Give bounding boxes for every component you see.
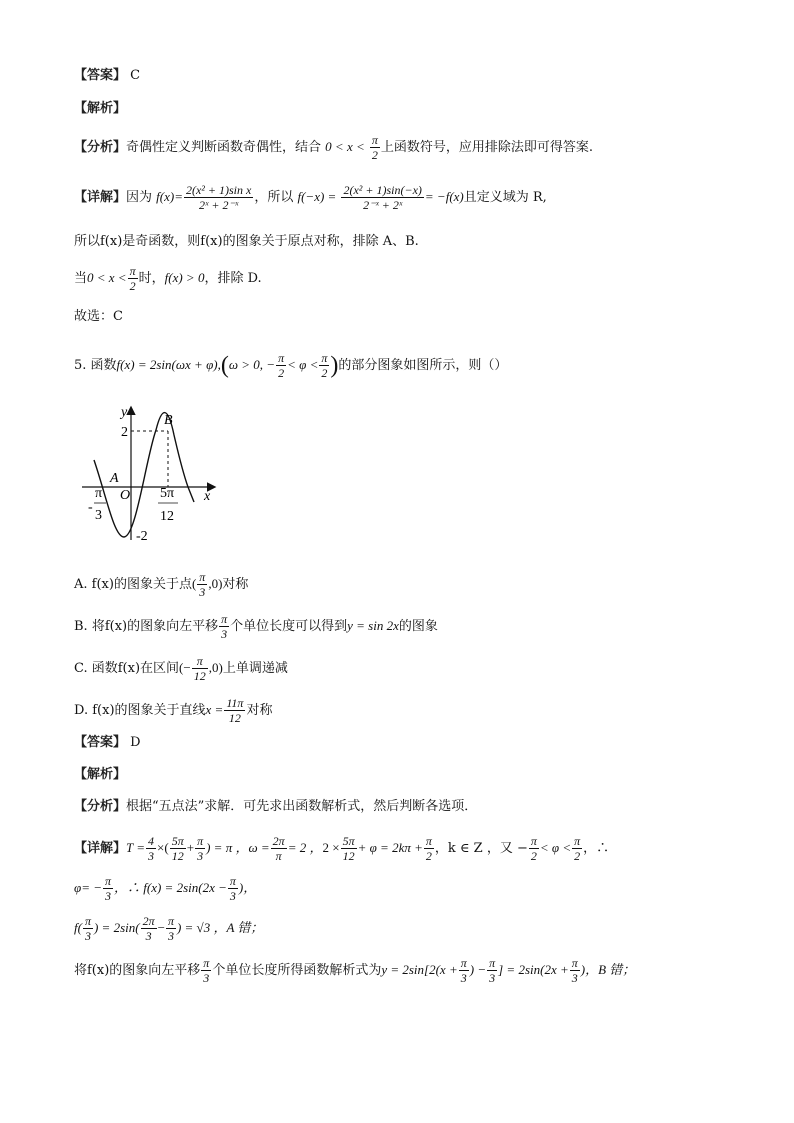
d1-frac8 (572, 834, 582, 863)
frac-den: 2 (278, 366, 285, 380)
label-O: O (120, 488, 131, 503)
frac-num: 2(x² + 1)sin x (185, 183, 252, 197)
d2-c: )， (238, 880, 257, 895)
detail-fx: f(x)= (156, 189, 183, 204)
q5-detail-line3 (74, 914, 263, 943)
opt-b-tail: 的图象 (398, 619, 438, 634)
frac-den: 2 (371, 148, 378, 162)
frac-num: 4 (148, 834, 155, 848)
line3-ineq: 0 < x < (87, 270, 127, 285)
frac-num: π (105, 874, 112, 888)
d3-b: ) = 2sin( (93, 920, 140, 935)
option-d (74, 696, 272, 725)
opt-c-tail: 上单调递减 (222, 661, 288, 676)
d1-T: T = (126, 840, 146, 855)
frac-num: π (425, 834, 432, 848)
opt-d-tail: 对称 (246, 703, 273, 718)
opt-a-frac (197, 570, 207, 599)
frac-den: 3 (145, 929, 152, 943)
detail-c: 且定义域为 R, (463, 190, 547, 205)
frac-num: π (197, 834, 204, 848)
opt-a-paren: ( (191, 576, 197, 591)
opt-b-mid: 个单位长度可以得到 (230, 619, 348, 634)
q5-detail-line2 (74, 874, 256, 903)
frac-num: π (460, 956, 467, 970)
paren-left: ( (220, 352, 229, 379)
label-2: 2 (121, 425, 128, 440)
label-pos-num: 5π (160, 486, 175, 501)
frac-num: π (84, 914, 91, 928)
line3-a: 当 (74, 271, 88, 286)
q4-fenxi-line (74, 133, 593, 162)
option-a (74, 570, 248, 599)
xiangjie-tag: 【详解】 (74, 841, 127, 856)
detail-a: 因为 (126, 190, 153, 205)
frac-num: π (192, 654, 208, 669)
d1-frac5 (341, 834, 357, 863)
answer-tag: 【答案】 (74, 68, 127, 83)
line3-b: 时， (138, 271, 165, 286)
d4-d: ) − (469, 962, 487, 977)
option-b (74, 612, 438, 641)
frac-num: π (229, 874, 236, 888)
answer-value: C (130, 68, 141, 83)
label-A: A (110, 471, 119, 486)
fenxi-text: 根据“五点法”求解．可先求出函数解析式，然后判断各选项． (126, 799, 478, 814)
q4-detail-line (74, 183, 547, 212)
d3-minus: − (157, 920, 165, 935)
opt-c-frac (192, 654, 208, 683)
d3-frac1 (83, 914, 93, 943)
d1-frac6 (424, 834, 434, 863)
d3-f: f( (74, 920, 82, 935)
line3-c: f(x) > 0 (164, 270, 205, 285)
stem-frac-2 (319, 351, 329, 380)
frac-num: π (167, 914, 174, 928)
fenxi-text-a: 奇偶性定义判断函数奇偶性，结合 (126, 140, 322, 155)
fenxi-text-b: 上函数符号，应用排除法即可得答案. (380, 140, 594, 155)
frac-den: 2 (129, 279, 136, 293)
frac-num: π (129, 264, 136, 278)
detail-frac-1 (184, 183, 253, 212)
opt-b-func: y = sin 2x (347, 618, 399, 633)
opt-a-text: A. f(x)的图象关于点 (74, 577, 192, 592)
frac-den: 2⁻ˣ + 2ˣ (363, 198, 403, 212)
d4-frac1 (201, 956, 211, 985)
frac-num: π (530, 834, 537, 848)
stem-func: f(x) = 2sin(ωx + φ), (116, 357, 221, 372)
d3-c: ) = √3 ，A 错； (176, 920, 264, 935)
detail-frac-2 (341, 183, 423, 212)
opt-c-end: ,0) (208, 660, 223, 675)
analysis-tag: 【解析】 (74, 767, 127, 782)
frac-den: 3 (229, 889, 236, 903)
label-neg-sign: - (88, 500, 93, 515)
frac-den: 3 (571, 971, 578, 985)
frac-num: π (199, 570, 206, 584)
d1-frac1 (146, 834, 156, 863)
d3-frac3 (166, 914, 176, 943)
d2-phi: φ= − (74, 880, 102, 895)
frac-num: π (221, 612, 228, 626)
q4-line3 (74, 264, 262, 293)
frac-den: 3 (221, 627, 228, 641)
label-neg-num: π (95, 486, 103, 501)
d1-therefore: ，∴ (583, 841, 610, 856)
line3-frac (128, 264, 138, 293)
d1-frac3 (195, 834, 205, 863)
frac-num: π (574, 834, 581, 848)
option-c (74, 654, 288, 683)
d1-omega: ω = (248, 840, 270, 855)
frac-num: π (489, 956, 496, 970)
frac-den: 3 (167, 929, 174, 943)
opt-c-paren: (− (179, 660, 191, 675)
opt-d-text: D. f(x)的图象关于直线 (74, 703, 206, 718)
frac-den: 12 (193, 669, 206, 683)
analysis-tag: 【解析】 (74, 101, 127, 116)
frac-den: 2 (574, 849, 581, 863)
frac-den: 3 (199, 585, 206, 599)
opt-a-tail: 对称 (222, 577, 249, 592)
fenxi-inequality: 0 < x < (325, 139, 365, 154)
d4-f: )，B 错； (580, 962, 636, 977)
q5-detail-line4 (74, 956, 635, 985)
line3-d: ，排除 D. (204, 271, 262, 286)
xiangjie-tag: 【详解】 (74, 190, 127, 205)
d4-frac2 (459, 956, 469, 985)
frac-den: 3 (148, 849, 155, 863)
label-neg-den: 3 (95, 508, 102, 523)
answer-tag: 【答案】 (74, 735, 127, 750)
d4-c: y = 2sin[2(x + (381, 962, 458, 977)
d1-eqpi: ) = π ， (206, 840, 249, 855)
frac-den: 3 (105, 889, 111, 903)
frac-num: 5π (342, 834, 355, 848)
frac-den: π (275, 849, 282, 863)
stem-b: 的部分图象如图所示，则（） (338, 358, 508, 373)
frac-den: 2ˣ + 2⁻ˣ (199, 198, 239, 212)
q4-choice: 故选：C (74, 309, 123, 324)
d4-e: ] = 2sin(2x + (498, 962, 569, 977)
d1-kz: ，k ∈ Z ，又 − (434, 841, 528, 856)
frac-den: 3 (489, 971, 496, 985)
frac-num: 2π (272, 834, 285, 848)
detail-eq: = −f(x) (424, 189, 464, 204)
detail-fmx: f(−x) = (297, 189, 337, 204)
frac-num: π (203, 956, 210, 970)
opt-b-text: B. 将f(x)的图象向左平移 (74, 619, 219, 634)
frac-den: 3 (84, 929, 91, 943)
fenxi-tag: 【分析】 (74, 140, 127, 155)
q4-analysis-heading (74, 99, 126, 119)
q4-line2: 所以f(x)是奇函数，则f(x)的图象关于原点对称，排除 A、B. (74, 234, 419, 249)
sine-graph (74, 400, 224, 550)
d1-phi: + φ = 2kπ + (357, 840, 423, 855)
d1-x: ×( (157, 840, 169, 855)
stem-a: 5. 函数 (74, 358, 117, 373)
frac-num: 11π (226, 696, 244, 710)
frac-num: π (571, 956, 578, 970)
frac-den: 12 (171, 849, 184, 863)
frac-num: 2(x² + 1)sin(−x) (343, 183, 422, 197)
label-y: y (121, 405, 128, 420)
q5-stem (74, 351, 507, 380)
d2-frac2 (228, 874, 238, 903)
frac-den: 2 (321, 366, 328, 380)
d1-frac7 (529, 834, 539, 863)
frac-num: π (371, 133, 378, 147)
label-x: x (204, 489, 211, 504)
stem-cond-b: < φ < (287, 357, 319, 372)
opt-c-text: C. 函数f(x)在区间 (74, 661, 180, 676)
d3-frac2 (141, 914, 157, 943)
d4-a: 将f(x)的图象向左平移 (74, 963, 201, 978)
frac-den: 3 (460, 971, 467, 985)
frac-den: 2 (425, 849, 432, 863)
frac-num: 5π (171, 834, 184, 848)
frac-den: 12 (228, 711, 241, 725)
opt-b-frac (219, 612, 229, 641)
q5-detail-line1 (74, 834, 609, 863)
d4-frac4 (570, 956, 580, 985)
d1-times: 2 × (322, 840, 340, 855)
fenxi-tag: 【分析】 (74, 799, 127, 814)
frac-den: 3 (197, 849, 204, 863)
frac-den: 2 (530, 849, 537, 863)
q4-answer-line (74, 66, 140, 86)
d4-b: 个单位长度所得函数解析式为 (212, 963, 382, 978)
q5-analysis-heading (74, 765, 126, 785)
frac-num: π (278, 351, 285, 365)
answer-value: D (130, 735, 141, 750)
opt-d-eq: x = (205, 702, 224, 717)
label-minus-2: -2 (136, 529, 148, 544)
q5-fenxi-line (74, 797, 477, 817)
label-B: B (164, 413, 173, 428)
d1-plus: + (186, 840, 195, 855)
stem-frac-1 (276, 351, 286, 380)
opt-a-point: ,0) (208, 576, 223, 591)
paren-right: ) (330, 352, 339, 379)
opt-d-frac (224, 696, 245, 725)
d1-frac2 (170, 834, 186, 863)
frac-den: 3 (203, 971, 210, 985)
frac-num: 2π (142, 914, 155, 928)
d1-frac4 (271, 834, 287, 863)
q5-answer-line (74, 733, 141, 753)
fenxi-fraction (370, 133, 380, 162)
label-pos-den: 12 (160, 509, 174, 524)
d2-frac1 (103, 874, 113, 903)
stem-cond-a: ω > 0, − (228, 357, 276, 372)
detail-b: ，所以 (254, 190, 294, 205)
d1-eq2: = 2 ， (287, 840, 323, 855)
frac-num: π (321, 351, 328, 365)
d2-b: ，∴ f(x) = 2sin(2x − (114, 880, 227, 895)
d4-frac3 (487, 956, 497, 985)
d1-lt: < φ < (539, 840, 572, 855)
frac-den: 12 (342, 849, 355, 863)
